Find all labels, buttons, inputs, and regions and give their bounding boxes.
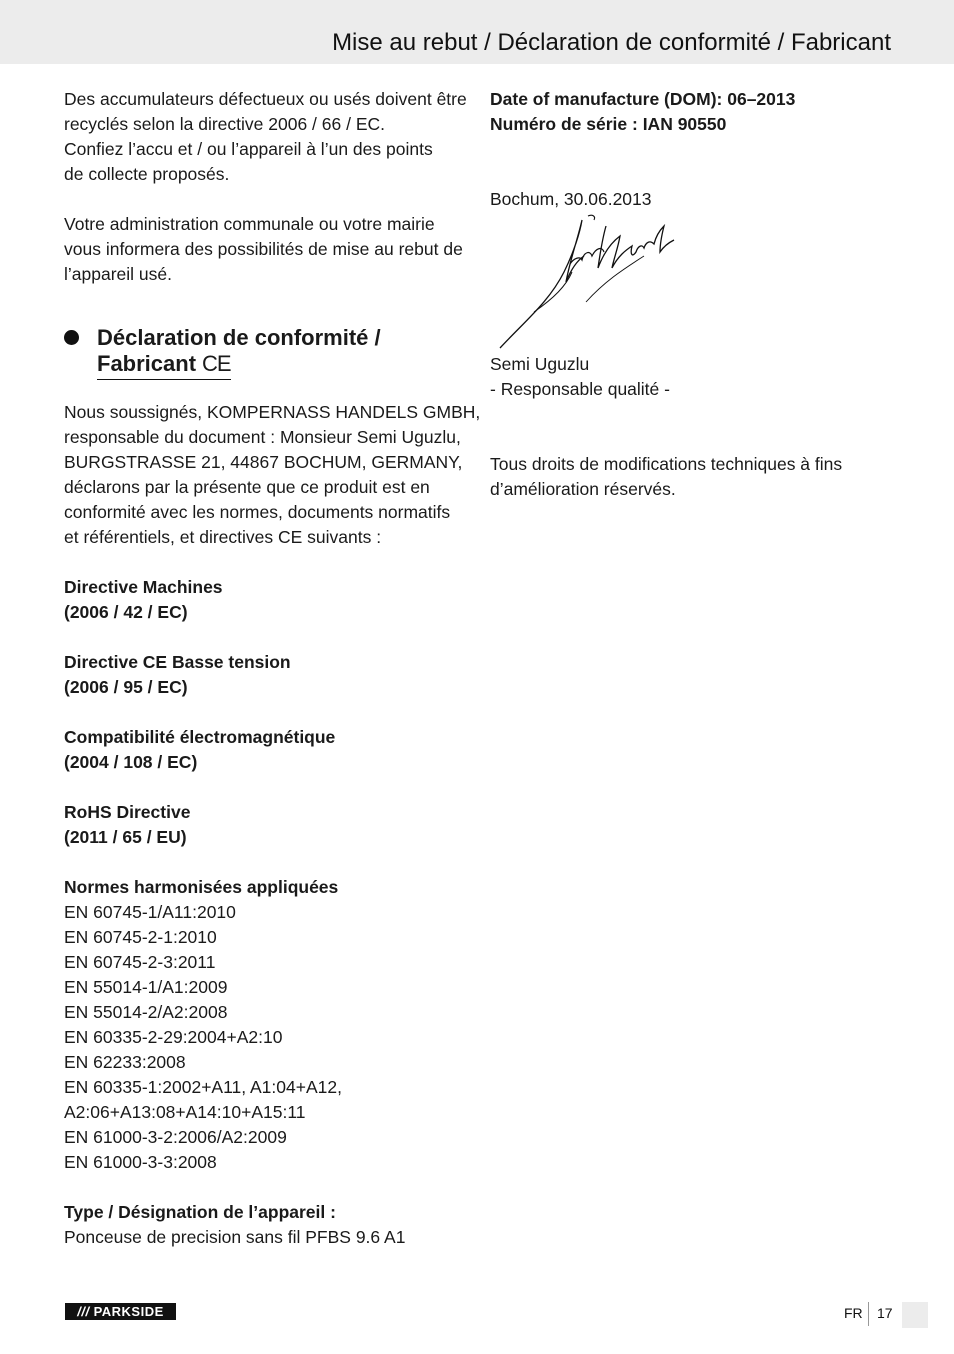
language-label: FR <box>844 1305 863 1321</box>
disposal-paragraph-2 <box>64 212 464 287</box>
serial-number: Numéro de série : IAN 90550 <box>490 114 727 134</box>
date-of-manufacture: Date of manufacture (DOM): 06–2013 <box>490 89 796 109</box>
norm-item: EN 62233:2008 <box>64 1052 186 1072</box>
logo-stripes: /// <box>77 1304 90 1319</box>
right-column <box>490 87 890 502</box>
text-line: Tous droits de modifications techniques à fins <box>490 454 843 474</box>
text-line: déclarons par la présente que ce produit est en <box>64 477 430 497</box>
brand-name: PARKSIDE <box>93 1304 164 1319</box>
directive-name: Directive Machines <box>64 577 223 597</box>
directive-name: Compatibilité électromagnétique <box>64 727 336 747</box>
section-heading <box>64 325 464 380</box>
norm-item: EN 60335-2-29:2004+A2:10 <box>64 1027 283 1047</box>
page-number: 17 <box>877 1305 893 1321</box>
text-line: l’appareil usé. <box>64 264 172 284</box>
text-line: vous informera des possibilités de mise au rebut de <box>64 239 463 259</box>
norm-item: EN 60335-1:2002+A11, A1:04+A12, <box>64 1077 342 1097</box>
directive-block <box>64 650 464 700</box>
norm-item: EN 60745-2-3:2011 <box>64 952 216 972</box>
bullet-icon <box>64 330 79 345</box>
norm-item: EN 61000-3-2:2006/A2:2009 <box>64 1127 287 1147</box>
text-line: recyclés selon la directive 2006 / 66 / EC. <box>64 114 385 134</box>
norm-item: EN 61000-3-3:2008 <box>64 1152 217 1172</box>
directive-name: RoHS Directive <box>64 802 191 822</box>
declaration-paragraph <box>64 400 481 550</box>
text-line: et référentiels, et directives CE suivants : <box>64 527 382 547</box>
device-type-block <box>64 1200 464 1250</box>
norm-item: EN 60745-1/A11:2010 <box>64 902 236 922</box>
norm-item: EN 55014-1/A1:2009 <box>64 977 228 997</box>
left-column <box>64 87 481 1250</box>
text-line: responsable du document : Monsieur Semi Uguzlu, <box>64 427 461 447</box>
device-type-value: Ponceuse de precision sans fil PFBS 9.6 A1 <box>64 1227 406 1247</box>
place-date: Bochum, 30.06.2013 <box>490 189 652 209</box>
directive-code: (2011 / 65 / EU) <box>64 827 187 847</box>
directive-code: (2006 / 42 / EC) <box>64 602 188 622</box>
header-bar <box>0 0 954 64</box>
directive-code: (2006 / 95 / EC) <box>64 677 188 697</box>
text-line: d’amélioration réservés. <box>490 479 676 499</box>
text-line: Nous soussignés, KOMPERNASS HANDELS GMBH, <box>64 402 481 422</box>
text-line: Confiez l’accu et / ou l’appareil à l’un des points <box>64 139 433 159</box>
norm-item: EN 55014-2/A2:2008 <box>64 1002 228 1022</box>
disposal-paragraph-1 <box>64 87 467 187</box>
device-type-title: Type / Désignation de l’appareil : <box>64 1202 336 1222</box>
text-line: Des accumulateurs défectueux ou usés doivent être <box>64 89 467 109</box>
section-title-line1: Déclaration de conformité / <box>97 325 381 350</box>
page-title: Mise au rebut / Déclaration de conformité / Fabricant <box>332 29 891 56</box>
directive-name: Directive CE Basse tension <box>64 652 291 672</box>
signer-role: - Responsable qualité - <box>490 379 670 399</box>
text-line: conformité avec les normes, documents normatifs <box>64 502 451 522</box>
norm-item: A2:06+A13:08+A14:10+A15:11 <box>64 1102 306 1122</box>
footer-divider <box>868 1302 869 1326</box>
directive-block <box>64 800 464 850</box>
text-line: Votre administration communale ou votre mairie <box>64 214 435 234</box>
text-line: de collecte proposés. <box>64 164 230 184</box>
signature-icon <box>494 212 694 352</box>
text-line: BURGSTRASSE 21, 44867 BOCHUM, GERMANY, <box>64 452 463 472</box>
section-title-line2: Fabricant <box>97 351 197 376</box>
directive-block <box>64 725 464 775</box>
signer-name: Semi Uguzlu <box>490 354 590 374</box>
page-tab <box>902 1302 928 1328</box>
directive-block <box>64 575 464 625</box>
brand-logo <box>65 1303 176 1320</box>
rights-paragraph <box>490 452 890 502</box>
ce-mark-icon: CE <box>202 351 231 376</box>
norms-title: Normes harmonisées appliquées <box>64 877 339 897</box>
norms-block <box>64 875 464 1175</box>
directive-code: (2004 / 108 / EC) <box>64 752 198 772</box>
norm-item: EN 60745-2-1:2010 <box>64 927 217 947</box>
